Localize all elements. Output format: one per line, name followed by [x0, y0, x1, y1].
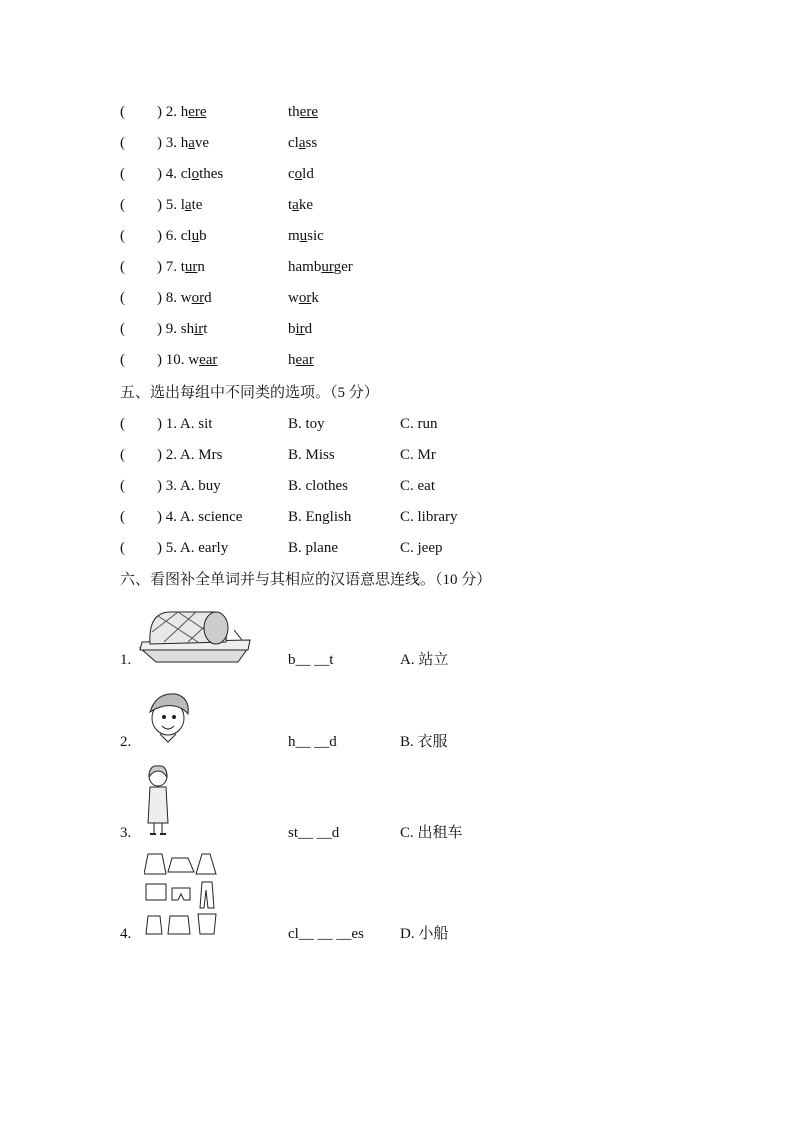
- word-part: t: [288, 197, 293, 213]
- word-part: m: [288, 228, 300, 244]
- word-part: k: [311, 290, 319, 306]
- girl-standing-picture: [143, 765, 173, 837]
- item-number: 1.: [120, 652, 132, 668]
- word-part: cl: [288, 135, 299, 151]
- underlined-part: ur: [184, 259, 198, 275]
- question-number: ) 8.: [157, 290, 181, 306]
- option-b: B. English: [288, 509, 352, 525]
- compare-word: [288, 102, 318, 122]
- word-part: cl: [180, 228, 192, 244]
- item-number: 2.: [120, 734, 132, 750]
- chinese-meaning: D. 小船: [400, 926, 449, 942]
- compare-word: [288, 195, 313, 215]
- word-part: w: [180, 290, 192, 306]
- item-number: 4.: [120, 926, 132, 942]
- underlined-part: ir: [194, 321, 204, 337]
- option-c: C. jeep: [400, 540, 443, 556]
- underlined-part: a: [292, 197, 299, 213]
- question-number: ) 9.: [157, 321, 181, 337]
- word-part: t: [203, 321, 208, 337]
- word-blank: h__ __d: [288, 734, 337, 750]
- underlined-part: o: [191, 166, 200, 182]
- answer-bracket: (: [120, 447, 125, 463]
- option-b: B. toy: [288, 416, 325, 432]
- word-part: sh: [180, 321, 195, 337]
- question-number: ) 3.: [157, 135, 181, 151]
- option-c: C. Mr: [400, 447, 436, 463]
- word-part: t: [180, 259, 185, 275]
- option-a: ) 5. A. early: [157, 540, 229, 556]
- underlined-part: ere: [299, 104, 318, 120]
- answer-bracket: (: [120, 259, 125, 275]
- option-b: B. plane: [288, 540, 338, 556]
- clothes-picture: [144, 852, 220, 938]
- option-c: C. library: [400, 509, 458, 525]
- word-part: b: [199, 228, 207, 244]
- answer-bracket: (: [120, 228, 125, 244]
- section-6-title: 六、看图补全单词并与其相应的汉语意思连线。（10 分）: [120, 572, 492, 588]
- question-word: [157, 226, 207, 246]
- question-number: ) 7.: [157, 259, 181, 275]
- answer-bracket: (: [120, 104, 125, 120]
- underlined-part: a: [188, 135, 195, 151]
- word-part: w: [288, 290, 299, 306]
- answer-bracket: (: [120, 197, 125, 213]
- question-number: ) 2.: [157, 104, 181, 120]
- answer-bracket: (: [120, 321, 125, 337]
- question-number: ) 5.: [157, 197, 181, 213]
- question-number: ) 6.: [157, 228, 181, 244]
- underlined-part: o: [294, 166, 303, 182]
- chinese-meaning: A. 站立: [400, 652, 449, 668]
- word-blank: cl__ __ __es: [288, 926, 364, 942]
- answer-bracket: (: [120, 478, 125, 494]
- word-part: h: [288, 352, 296, 368]
- answer-bracket: (: [120, 540, 125, 556]
- underlined-part: a: [184, 197, 192, 213]
- question-word: [157, 257, 205, 277]
- question-word: [157, 195, 202, 215]
- answer-bracket: (: [120, 509, 125, 525]
- compare-word: [288, 164, 314, 184]
- underlined-part: ear: [295, 352, 314, 368]
- word-part: h: [180, 135, 189, 151]
- underlined-part: or: [298, 290, 312, 306]
- word-part: ke: [298, 197, 314, 213]
- answer-bracket: (: [120, 135, 125, 151]
- boat-picture: [138, 608, 253, 664]
- word-part: ve: [194, 135, 210, 151]
- word-blank: b__ __t: [288, 652, 334, 668]
- question-word: [157, 133, 209, 153]
- word-part: th: [288, 104, 300, 120]
- option-a: ) 4. A. science: [157, 509, 243, 525]
- word-part: b: [288, 321, 296, 337]
- compare-word: [288, 257, 353, 277]
- word-blank: st__ __d: [288, 825, 340, 841]
- word-part: d: [304, 321, 313, 337]
- underlined-part: u: [191, 228, 200, 244]
- word-part: hamb: [288, 259, 322, 275]
- option-c: C. eat: [400, 478, 435, 494]
- word-part: n: [197, 259, 205, 275]
- option-a: ) 1. A. sit: [157, 416, 213, 432]
- option-b: B. Miss: [288, 447, 335, 463]
- underlined-part: a: [298, 135, 306, 151]
- compare-word: [288, 226, 324, 246]
- word-part: ss: [305, 135, 318, 151]
- answer-bracket: (: [120, 352, 125, 368]
- chinese-meaning: C. 出租车: [400, 825, 463, 841]
- item-number: 3.: [120, 825, 132, 841]
- underlined-part: ear: [199, 352, 218, 368]
- underlined-part: ir: [295, 321, 305, 337]
- word-part: te: [191, 197, 203, 213]
- answer-bracket: (: [120, 290, 125, 306]
- chinese-meaning: B. 衣服: [400, 734, 448, 750]
- question-word: [157, 102, 207, 122]
- option-a: ) 3. A. buy: [157, 478, 221, 494]
- word-part: d: [204, 290, 212, 306]
- head-picture: [146, 690, 192, 746]
- word-part: c: [288, 166, 295, 182]
- compare-word: [288, 133, 317, 153]
- underlined-part: or: [191, 290, 205, 306]
- word-part: thes: [199, 166, 224, 182]
- underlined-part: ere: [188, 104, 207, 120]
- question-word: [157, 164, 223, 184]
- word-part: ger: [333, 259, 353, 275]
- question-number: ) 4.: [157, 166, 181, 182]
- answer-bracket: (: [120, 166, 125, 182]
- underlined-part: ur: [321, 259, 334, 275]
- option-a: ) 2. A. Mrs: [157, 447, 223, 463]
- option-c: C. run: [400, 416, 438, 432]
- underlined-part: u: [299, 228, 308, 244]
- word-part: cl: [180, 166, 192, 182]
- question-word: [157, 319, 207, 339]
- section-5-title: 五、选出每组中不同类的选项。（5 分）: [120, 385, 379, 401]
- compare-word: [288, 288, 319, 308]
- word-part: w: [188, 352, 200, 368]
- option-b: B. clothes: [288, 478, 348, 494]
- answer-bracket: (: [120, 416, 125, 432]
- word-part: h: [180, 104, 189, 120]
- question-number: ) 10.: [157, 352, 189, 368]
- question-word: [157, 288, 212, 308]
- word-part: sic: [307, 228, 324, 244]
- word-part: l: [180, 197, 185, 213]
- compare-word: [288, 319, 312, 339]
- question-word: [157, 350, 217, 370]
- word-part: ld: [302, 166, 314, 182]
- compare-word: [288, 350, 314, 370]
